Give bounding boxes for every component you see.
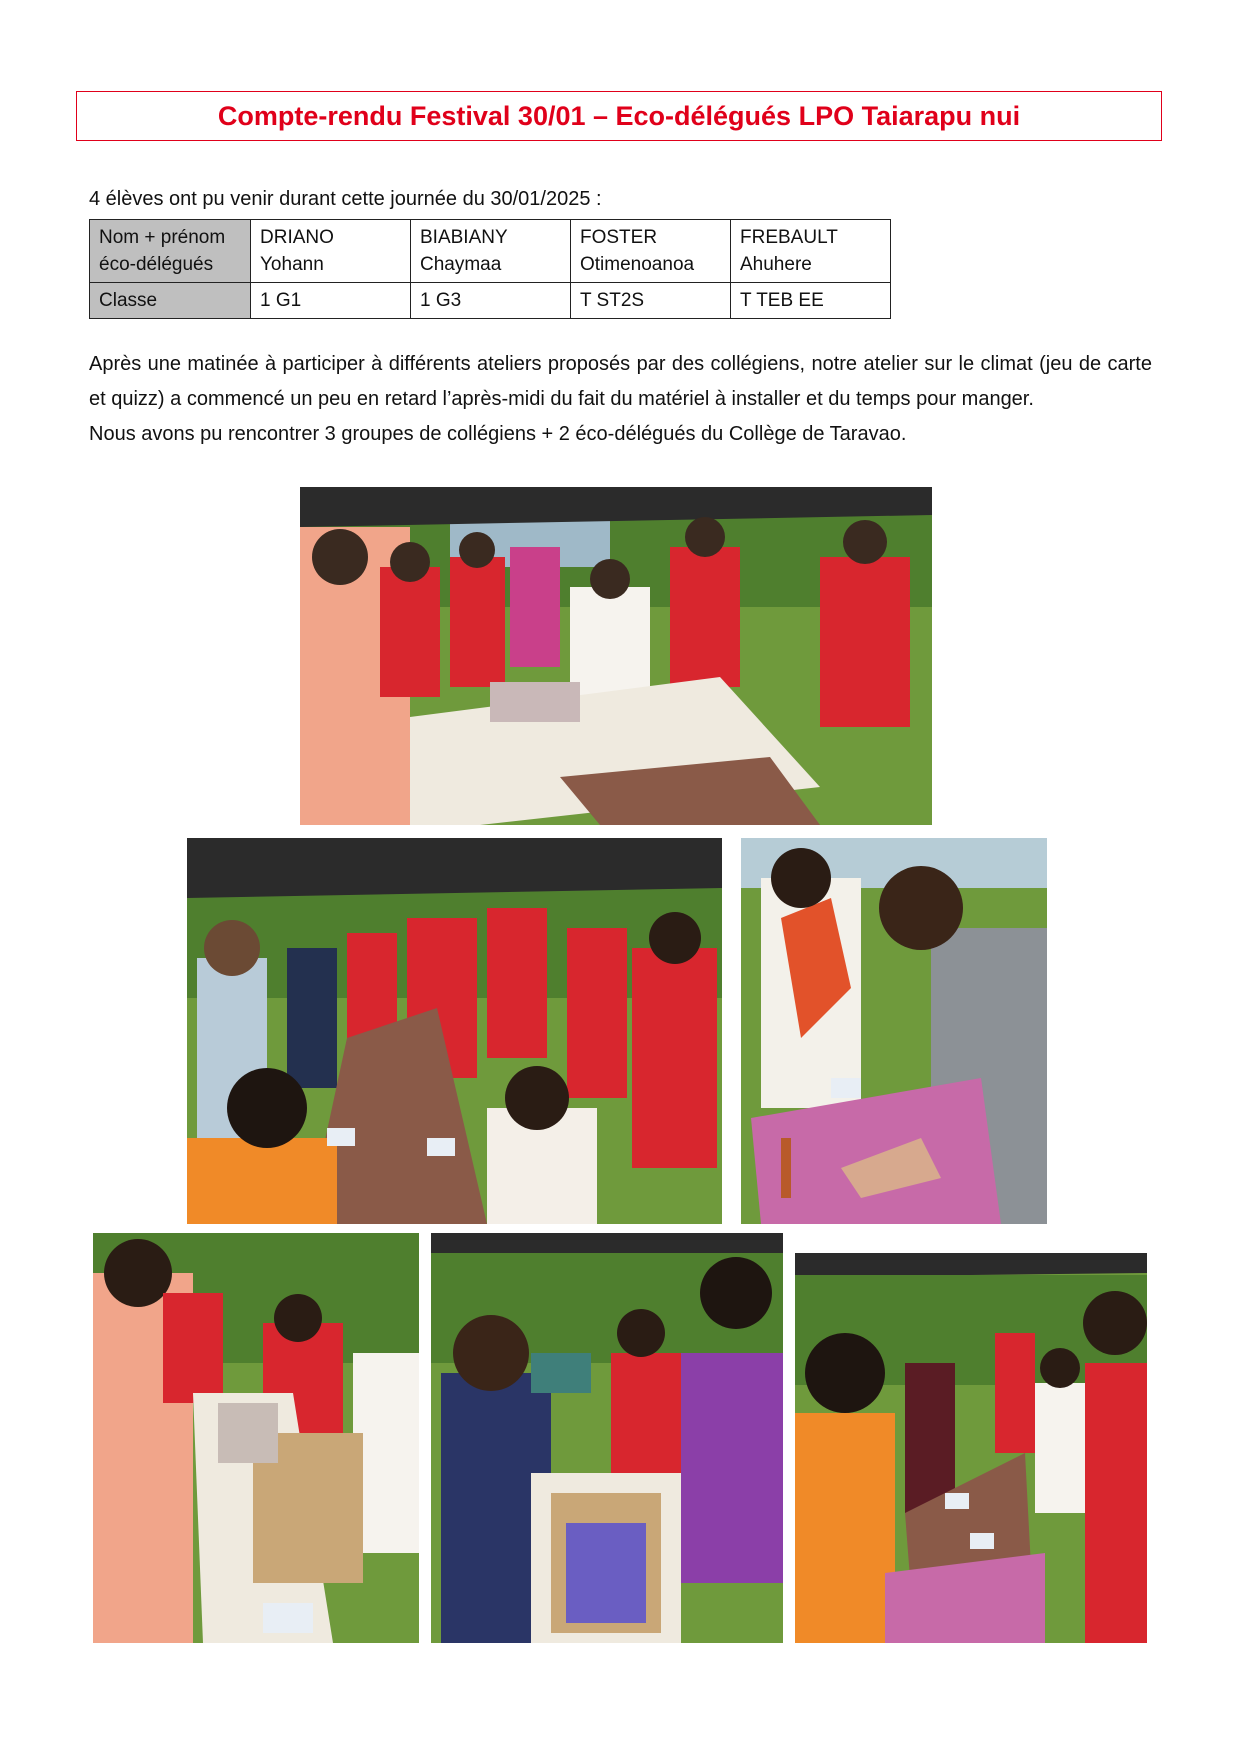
table-cell xyxy=(411,220,571,283)
body-text xyxy=(89,347,1152,452)
photo-image xyxy=(93,1233,419,1643)
student-class: 1 G3 xyxy=(411,283,571,319)
intro-text: 4 élèves ont pu venir durant cette journée du 30/01/2025 : xyxy=(89,188,602,210)
table-cell xyxy=(731,220,891,283)
students-table xyxy=(89,219,891,319)
header-line: éco-délégués xyxy=(99,254,214,275)
student-last-name: FOSTER xyxy=(580,227,658,248)
table-cell xyxy=(571,220,731,283)
photo-basket-students xyxy=(431,1233,783,1643)
student-class: T TEB EE xyxy=(731,283,891,319)
student-last-name: DRIANO xyxy=(260,227,334,248)
paragraph: Nous avons pu rencontrer 3 groupes de collégiens + 2 éco-délégués du Collège de Taravao. xyxy=(89,423,907,445)
student-first-name: Chaymaa xyxy=(420,254,502,275)
photo-image xyxy=(795,1253,1147,1643)
student-first-name: Yohann xyxy=(260,254,324,275)
photo-card-game xyxy=(795,1253,1147,1643)
photo-image xyxy=(300,487,932,825)
student-class: 1 G1 xyxy=(251,283,411,319)
header-line: Nom + prénom xyxy=(99,227,226,248)
title-box xyxy=(76,91,1162,141)
student-first-name: Ahuhere xyxy=(740,254,812,275)
table-row xyxy=(90,283,891,319)
photo-image xyxy=(741,838,1047,1224)
student-last-name: FREBAULT xyxy=(740,227,838,248)
student-last-name: BIABIANY xyxy=(420,227,508,248)
document-title: Compte-rendu Festival 30/01 – Eco-délégués LPO Taiarapu nui xyxy=(217,100,1021,131)
photo-image xyxy=(187,838,722,1224)
table-cell xyxy=(251,220,411,283)
photo-workshop-group xyxy=(187,838,722,1224)
table-row xyxy=(90,220,891,283)
table-header-names xyxy=(90,220,251,283)
paragraph: Après une matinée à participer à différents ateliers proposés par des collégiens, notre atelier sur le climat (jeu de carte et quizz) a commencé un peu en retard l’après-midi du fait du matériel à installer et du temps pour manger. xyxy=(89,353,1152,410)
student-first-name: Otimenoanoa xyxy=(580,254,695,275)
photo-workshop-main xyxy=(300,487,932,825)
photo-table-basket xyxy=(93,1233,419,1643)
photo-student-writing xyxy=(741,838,1047,1224)
photo-image xyxy=(431,1233,783,1643)
table-header-class: Classe xyxy=(90,283,251,319)
student-class: T ST2S xyxy=(571,283,731,319)
